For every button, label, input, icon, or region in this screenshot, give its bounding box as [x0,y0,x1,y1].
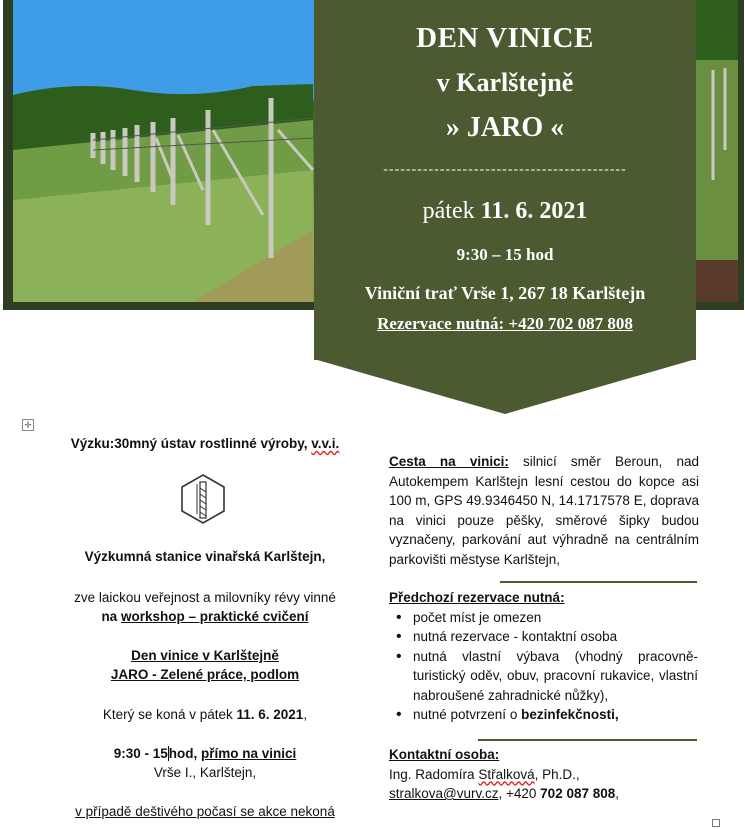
time-bold: 9:30 - 15 [113,746,168,761]
event-time-line [40,744,370,763]
list-item: • nutná rezervace - kontaktní osoba [389,627,698,647]
banner-time: 9:30 – 15 hod [456,245,554,264]
held-prefix: Který se koná v pátek [102,707,233,722]
bullet4-bold: bezinfekčnosti, [521,707,619,722]
event-date-line [40,705,370,724]
event-address: Vrše I., Karlštejn, [153,765,257,780]
institute-suffix: v.v.i. [311,436,340,451]
time-place: přímo na vinici [201,746,297,761]
contact-name-prefix: Ing. Radomíra [389,766,475,782]
contact-email-link[interactable]: stralkova@vurv.cz [389,786,499,801]
contact-name [389,765,699,785]
held-suffix: , [303,707,308,722]
contact-label: Kontaktní osoba: [389,747,500,762]
workshop-title: workshop – praktické cvičení [120,609,309,624]
prereg-label: Předchozí rezervace nutná: [389,590,565,605]
contact-phone: 702 087 808 [540,786,616,801]
table-move-handle-icon[interactable]: ✛ [22,419,34,431]
requirements-list [389,608,698,725]
event-title: Den vinice v Karlštejně [131,648,279,663]
contact-end: , [615,786,620,801]
time-hod: hod [168,746,194,761]
contact-name-suffix: , Ph.D., [534,766,580,782]
section-rule [500,581,697,583]
institute-name [40,434,370,453]
banner-title: DEN VINICE [416,22,594,54]
banner-arrow-tip [314,359,696,414]
prereg-section [389,588,699,725]
station-name: Výzkumná stanice vinařská Karlštejn, [84,549,326,564]
list-item: • nutná vlastní výbava (vhodný pracovně-turistický oděv, obuv, pracovní rukavice, vlastní nabroušené zahradnické nůžky), [389,647,698,706]
rain-note: v případě deštivého počasí se akce nekoná [75,804,335,819]
banner-date [314,198,696,225]
route-label: Cesta na vinici: [389,454,509,469]
contact-section [389,745,699,804]
route-paragraph [389,452,699,569]
workshop-line [40,607,370,626]
invite-line: zve laickou veřejnost a milovníky révy vinné [74,590,336,605]
banner-reservation[interactable]: Rezervace nutná: +420 702 087 808 [377,314,633,333]
list-item: • počet míst je omezen [389,608,698,628]
end-of-cell-marker [712,819,720,827]
event-subtitle: JARO - Zelené práce, podlom [110,667,300,682]
banner-place: Viniční trať Vrše 1, 267 18 Karlštejn [364,283,646,303]
time-comma: , [193,746,198,761]
bullet4-prefix: nutné potvrzení o [413,707,518,722]
institute-logo-icon [181,474,225,524]
section-rule [478,739,697,741]
date-value: 11. 6. 2021 [480,198,588,224]
date-prefix: pátek [422,198,475,224]
banner-subtitle: v Karlštejně [436,68,574,97]
institute-text: Výzku:30mný ústav rostlinné výroby, [70,436,308,451]
contact-phone-prefix: , +420 [498,786,537,801]
workshop-na: na [101,609,118,624]
route-text: silnicí směr Beroun, nad Autokempem Karlštejn lesní cestou do kopce asi 100 m, GPS 49.9346450 N, 14.1717578 E, doprava na vinici pouze pěšky, směrové šipky budou vyznačeny, parkování aut výhradně na centrálním parkovišti městyse Karlštejn, [389,454,699,567]
list-item [389,705,698,725]
contact-line [389,784,699,804]
held-date: 11. 6. 2021 [236,707,304,722]
banner-season: » JARO « [445,112,565,143]
contact-surname: Střalková [478,766,535,782]
banner-divider: ------------------------------------------- [383,162,627,177]
